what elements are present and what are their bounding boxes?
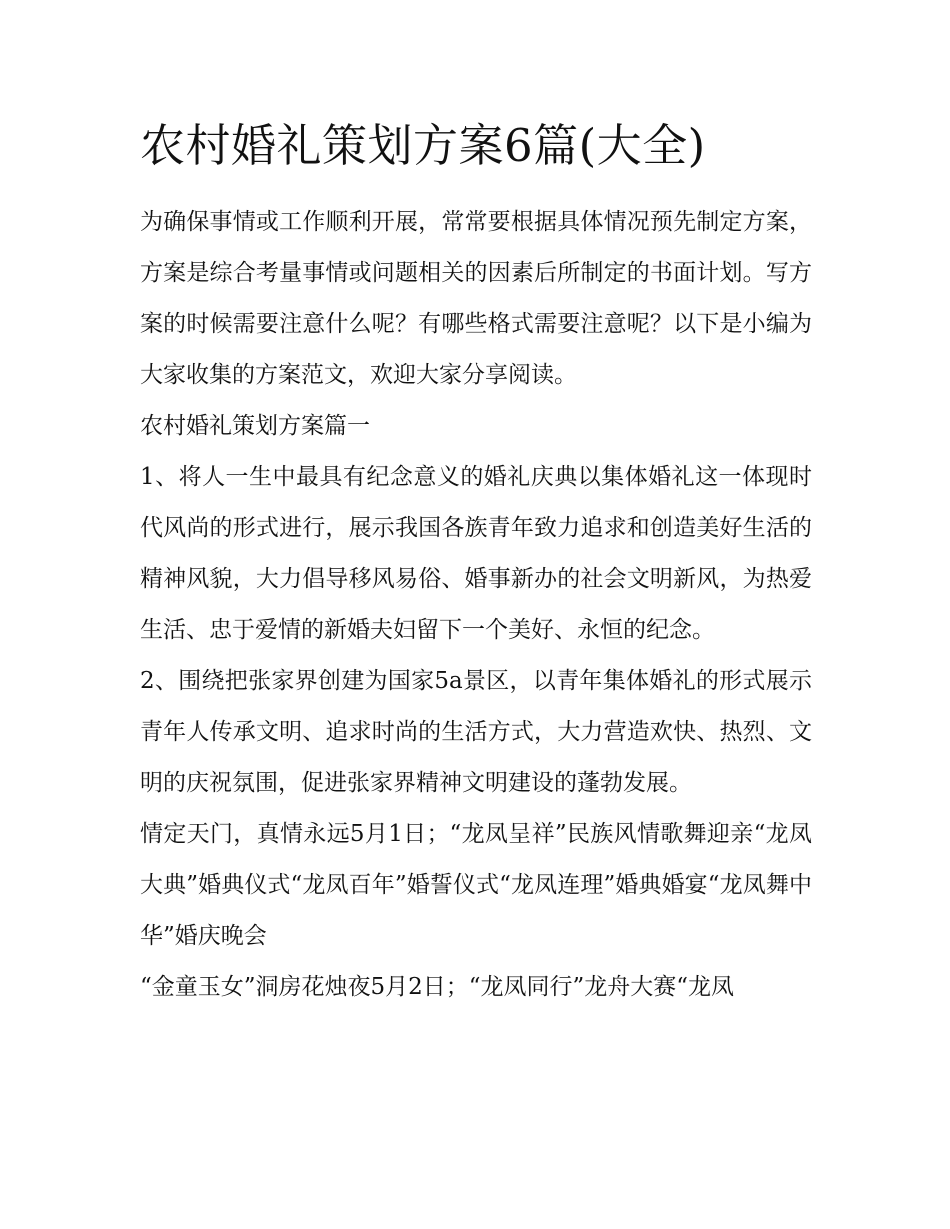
body-paragraph: 2、围绕把张家界创建为国家5a景区，以青年集体婚礼的形式展示青年人传承文明、追求时尚的生活方式，大力营造欢快、热烈、文明的庆祝氛围，促进张家界精神文明建设的蓬勃发展。 xyxy=(140,668,812,796)
section-heading: 农村婚礼策划方案篇一 xyxy=(140,413,370,439)
body-paragraph: “金童玉女”洞房花烛夜5月2日；“龙凤同行”龙舟大赛“龙凤 xyxy=(140,974,735,1000)
body-paragraph: 1、将人一生中最具有纪念意义的婚礼庆典以集体婚礼这一体现时代风尚的形式进行，展示我国各族青年致力追求和创造美好生活的精神风貌，大力倡导移风易俗、婚事新办的社会文明新风，为热爱生活、忠于爱情的新婚夫妇留下一个美好、永恒的纪念。 xyxy=(140,464,812,643)
document-title: 农村婚礼策划方案6篇(大全) xyxy=(140,119,706,172)
intro-paragraph: 为确保事情或工作顺利开展，常常要根据具体情况预先制定方案，方案是综合考量事情或问题相关的因素后所制定的书面计划。写方案的时候需要注意什么呢？有哪些格式需要注意呢？以下是小编为大家收集的方案范文，欢迎大家分享阅读。 xyxy=(140,209,812,388)
document-body xyxy=(140,197,812,1013)
body-paragraph: 情定天门，真情永远5月1日；“龙凤呈祥”民族风情歌舞迎亲“龙凤大典”婚典仪式“龙凤百年”婚誓仪式“龙凤连理”婚典婚宴“龙凤舞中华”婚庆晚会 xyxy=(140,821,812,949)
